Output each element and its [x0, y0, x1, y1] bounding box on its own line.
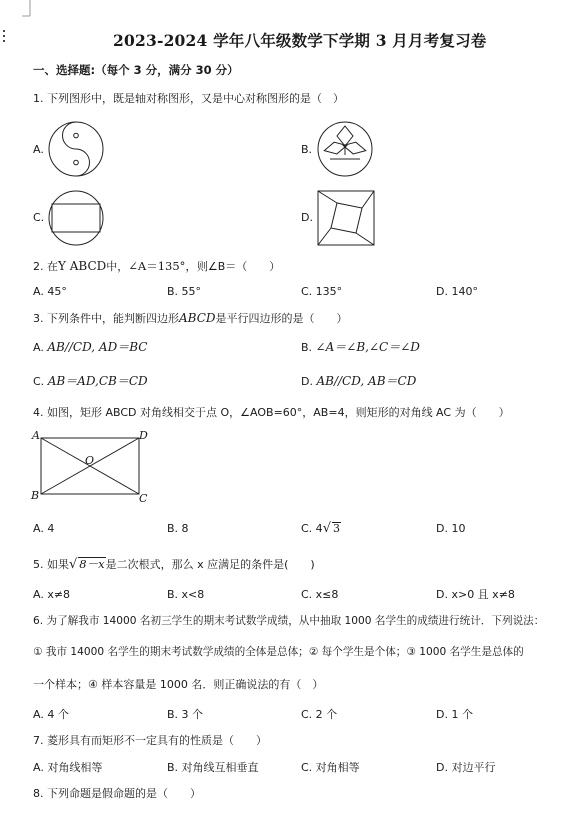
q2-then: 则∠B＝（ ）: [196, 260, 281, 273]
taiji-symbol-figure: [48, 121, 104, 177]
q4-option-d: D. 10: [436, 522, 466, 535]
q6-option-d: D. 1 个: [436, 708, 473, 721]
q5-option-c: C. x≤8: [301, 588, 339, 601]
q2-middle: 中，: [106, 260, 129, 273]
q3-option-d: [301, 374, 416, 389]
question-7-stem: 7. 菱形具有而矩形不一定具有的性质是（ ）: [33, 734, 267, 747]
q4-option-c: [301, 522, 341, 536]
q3-quad-name: ABCD: [179, 311, 216, 325]
vertex-label-a: A: [32, 429, 40, 442]
q5-option-d: D. x>0 且 x≠8: [436, 588, 515, 601]
q2-option-d: D. 140°: [436, 285, 478, 298]
q2-prefix: 2. 在: [33, 260, 58, 273]
question-2-stem: [33, 259, 280, 274]
q2-given: ∠A＝135°，: [128, 259, 197, 273]
q2-option-c: C. 135°: [301, 285, 343, 298]
q3-option-d-expr: AB//CD, AB＝CD: [316, 374, 417, 388]
q5-option-b: B. x<8: [167, 588, 205, 601]
radical-sign: √: [322, 521, 331, 536]
q1-option-d-label: D.: [301, 211, 313, 224]
q5-stem-a: 5. 如果: [33, 558, 69, 571]
center-label-o: O: [85, 454, 95, 467]
three-diamond-circle-figure: [316, 121, 374, 177]
q4-option-c-prefix: C. 4: [301, 522, 323, 535]
q6-option-b: B. 3 个: [167, 708, 204, 721]
rotated-square-in-square-figure: [317, 190, 375, 246]
q3-option-b-expr: ∠A＝∠B,∠C＝∠D: [315, 340, 420, 354]
vertex-label-d: D: [139, 429, 148, 442]
q3-option-d-label: D.: [301, 375, 313, 388]
question-8-stem: 8. 下列命题是假命题的是（ ）: [33, 787, 201, 800]
q3-stem-a: 3. 下列条件中，能判断四边形: [33, 312, 179, 325]
rectangle-in-circle-figure: [47, 190, 105, 246]
q3-option-c-expr: AB＝AD,CB＝CD: [47, 374, 148, 388]
q7-option-b: B. 对角线互相垂直: [167, 761, 259, 774]
q5-radicand: 8－x: [79, 557, 105, 571]
q6-option-c: C. 2 个: [301, 708, 338, 721]
radical-sign: √: [69, 557, 78, 572]
q3-option-a-label: A.: [33, 341, 44, 354]
q1-option-a-label: A.: [33, 143, 44, 156]
question-1-stem: 1. 下列图形中，既是轴对称图形，又是中心对称图形的是（ ）: [33, 92, 344, 105]
q2-parallelogram-name: Y ABCD: [58, 259, 107, 273]
q7-option-c: C. 对角相等: [301, 761, 360, 774]
page-title: 2023-2024 学年八年级数学下学期 3 月月考复习卷: [113, 31, 487, 50]
q7-option-a: A. 对角线相等: [33, 761, 103, 774]
section-heading: 一、选择题:（每个 3 分，满分 30 分）: [33, 63, 239, 77]
q4-option-a: A. 4: [33, 522, 55, 535]
question-6-line-3: 一个样本；④ 样本容量是 1000 名．则正确说法的有（ ）: [33, 678, 324, 691]
q4-option-c-radicand: 3: [332, 522, 340, 535]
question-5-stem: [33, 557, 315, 572]
q3-option-a-expr: AB//CD, AD＝BC: [47, 340, 148, 354]
q4-option-b: B. 8: [167, 522, 189, 535]
q5-stem-b: 是二次根式，那么 x 应满足的条件是( ): [105, 558, 315, 571]
q3-option-c: [33, 374, 148, 389]
q7-option-d: D. 对边平行: [436, 761, 496, 774]
q2-option-a: A. 45°: [33, 285, 67, 298]
q3-option-c-label: C.: [33, 375, 45, 388]
q3-option-b-label: B.: [301, 341, 313, 354]
q3-option-b: [301, 340, 420, 355]
question-6-line-1: 6. 为了解我市 14000 名初三学生的期末考试数学成绩，从中抽取 1000 名学生的成绩进行统计．下列说法：: [33, 615, 545, 627]
q1-option-c-label: C.: [33, 211, 45, 224]
question-4-stem: 4. 如图，矩形 ABCD 对角线相交于点 O，∠AOB=60°，AB=4，则矩形的对角线 AC 为（ ）: [33, 406, 510, 419]
vertex-label-c: C: [139, 492, 148, 505]
question-6-line-2: ① 我市 14000 名学生的期末考试数学成绩的全体是总体；② 每个学生是个体；③ 1000 名学生是总体的: [33, 646, 524, 658]
q5-option-a: A. x≠8: [33, 588, 71, 601]
q6-option-a: A. 4 个: [33, 708, 69, 721]
vertex-label-b: B: [31, 489, 40, 502]
question-3-stem: [33, 311, 348, 326]
q3-stem-c: 是平行四边形的是（ ）: [215, 312, 348, 325]
q3-option-a: [33, 340, 147, 355]
q2-option-b: B. 55°: [167, 285, 202, 298]
q1-option-b-label: B.: [301, 143, 313, 156]
